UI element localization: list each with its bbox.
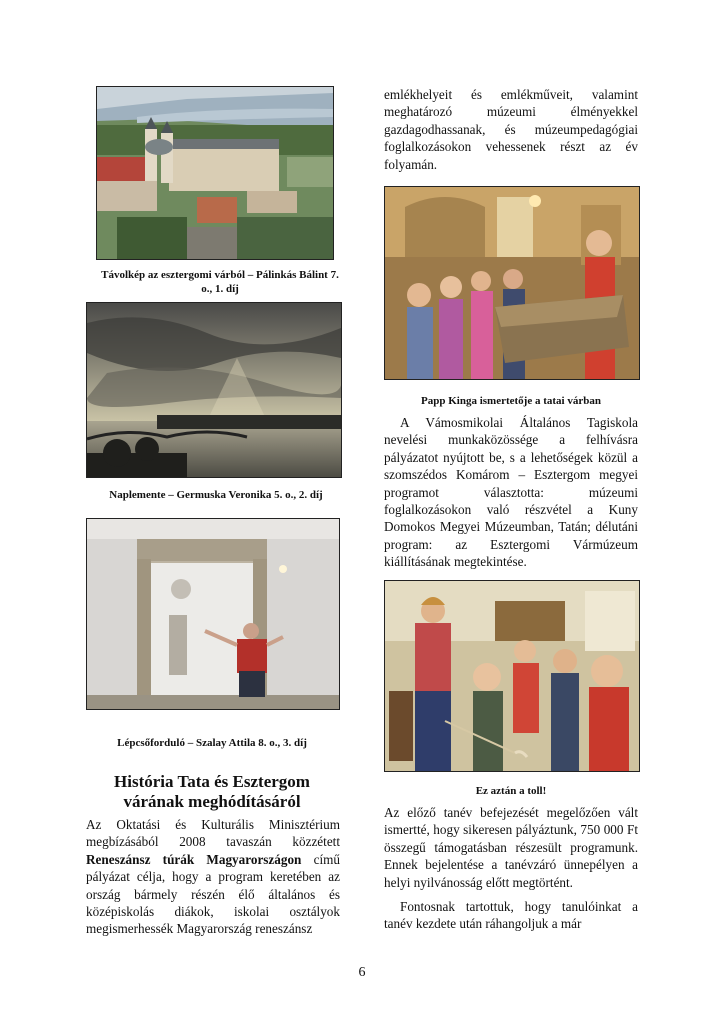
photo-caption: Távolkép az esztergomi várból – Pálinkás Bálint 7. o., 1. díj [101, 269, 339, 295]
page-number: 6 [358, 965, 366, 980]
photo-quill-exhibit [384, 580, 640, 772]
museum-guide-children-photo [385, 187, 639, 379]
body-paragraph: Fontosnak tartottuk, hogy tanulóinkat a tanév kezdete után ráhangoljuk a már [384, 899, 638, 932]
article-title [86, 772, 338, 812]
body-paragraph-continued: emlékhelyeit és emlékműveit, valamint meghatározó múzeumi élményekkel gazdagodhassanak, és múzeumpedagógiai foglalkozásokon vehessenek részt az év folyamán. [384, 87, 638, 172]
photo-danube-sunset [86, 302, 342, 478]
photo-esztergom-aerial [96, 86, 334, 260]
children-quill-exhibit-photo [385, 581, 639, 771]
article-title-line: várának meghódításáról [123, 792, 301, 811]
danube-sunset-photo [87, 303, 341, 477]
paragraph-text: Az Oktatási és Kulturális Minisztérium megbízásából 2008 tavaszán közzétett [86, 817, 340, 850]
highlighted-title: Reneszánsz túrák Magyarországon [86, 851, 302, 867]
photo-stone-doorway [86, 518, 340, 710]
body-paragraph: Az előző tanév befejezését megelőzően vált ismertté, hogy sikeresen pályáztunk, 750 000 Ft összegű támogatásban részesült programunk. Ennek bejelentése a tanévzáró ünnepélyen a helyi nyilvánosság előtt megtörtént. [384, 805, 638, 890]
photo-museum-guide [384, 186, 640, 380]
esztergom-aerial-view-photo [97, 87, 333, 259]
photo-caption: Lépcsőforduló – Szalay Attila 8. o., 3. díj [117, 737, 307, 749]
article-title-line: História Tata és Esztergom [114, 772, 310, 791]
photo-caption: Naplemente – Germuska Veronika 5. o., 2. díj [109, 489, 323, 501]
body-paragraph [86, 816, 340, 938]
photo-caption: Papp Kinga ismertetője a tatai várban [421, 395, 601, 407]
photo-caption: Ez aztán a toll! [475, 785, 547, 797]
body-paragraph: A Vámosmikolai Általános Tagiskola nevelési munkaközössége a felhívásra pályázatot nyújtott be, s a lehetőségek közül a szomszédos Komárom – Esztergom megyei programot választotta: múzeumi foglalkozásokon való részvétel a Kuny Domokos Megyei Múzeumban, Tatán; délutáni program: az Esztergomi Vármúzeum kiállításának megtekintése. [384, 415, 638, 570]
paragraph-text: című pályázat célja, hogy a program keretében az ország bármely részén élő általános és középiskolás diákok, iskolai osztályok megismerhessék Magyarország reneszánsz [86, 851, 340, 937]
stone-doorway-photo [87, 519, 339, 709]
